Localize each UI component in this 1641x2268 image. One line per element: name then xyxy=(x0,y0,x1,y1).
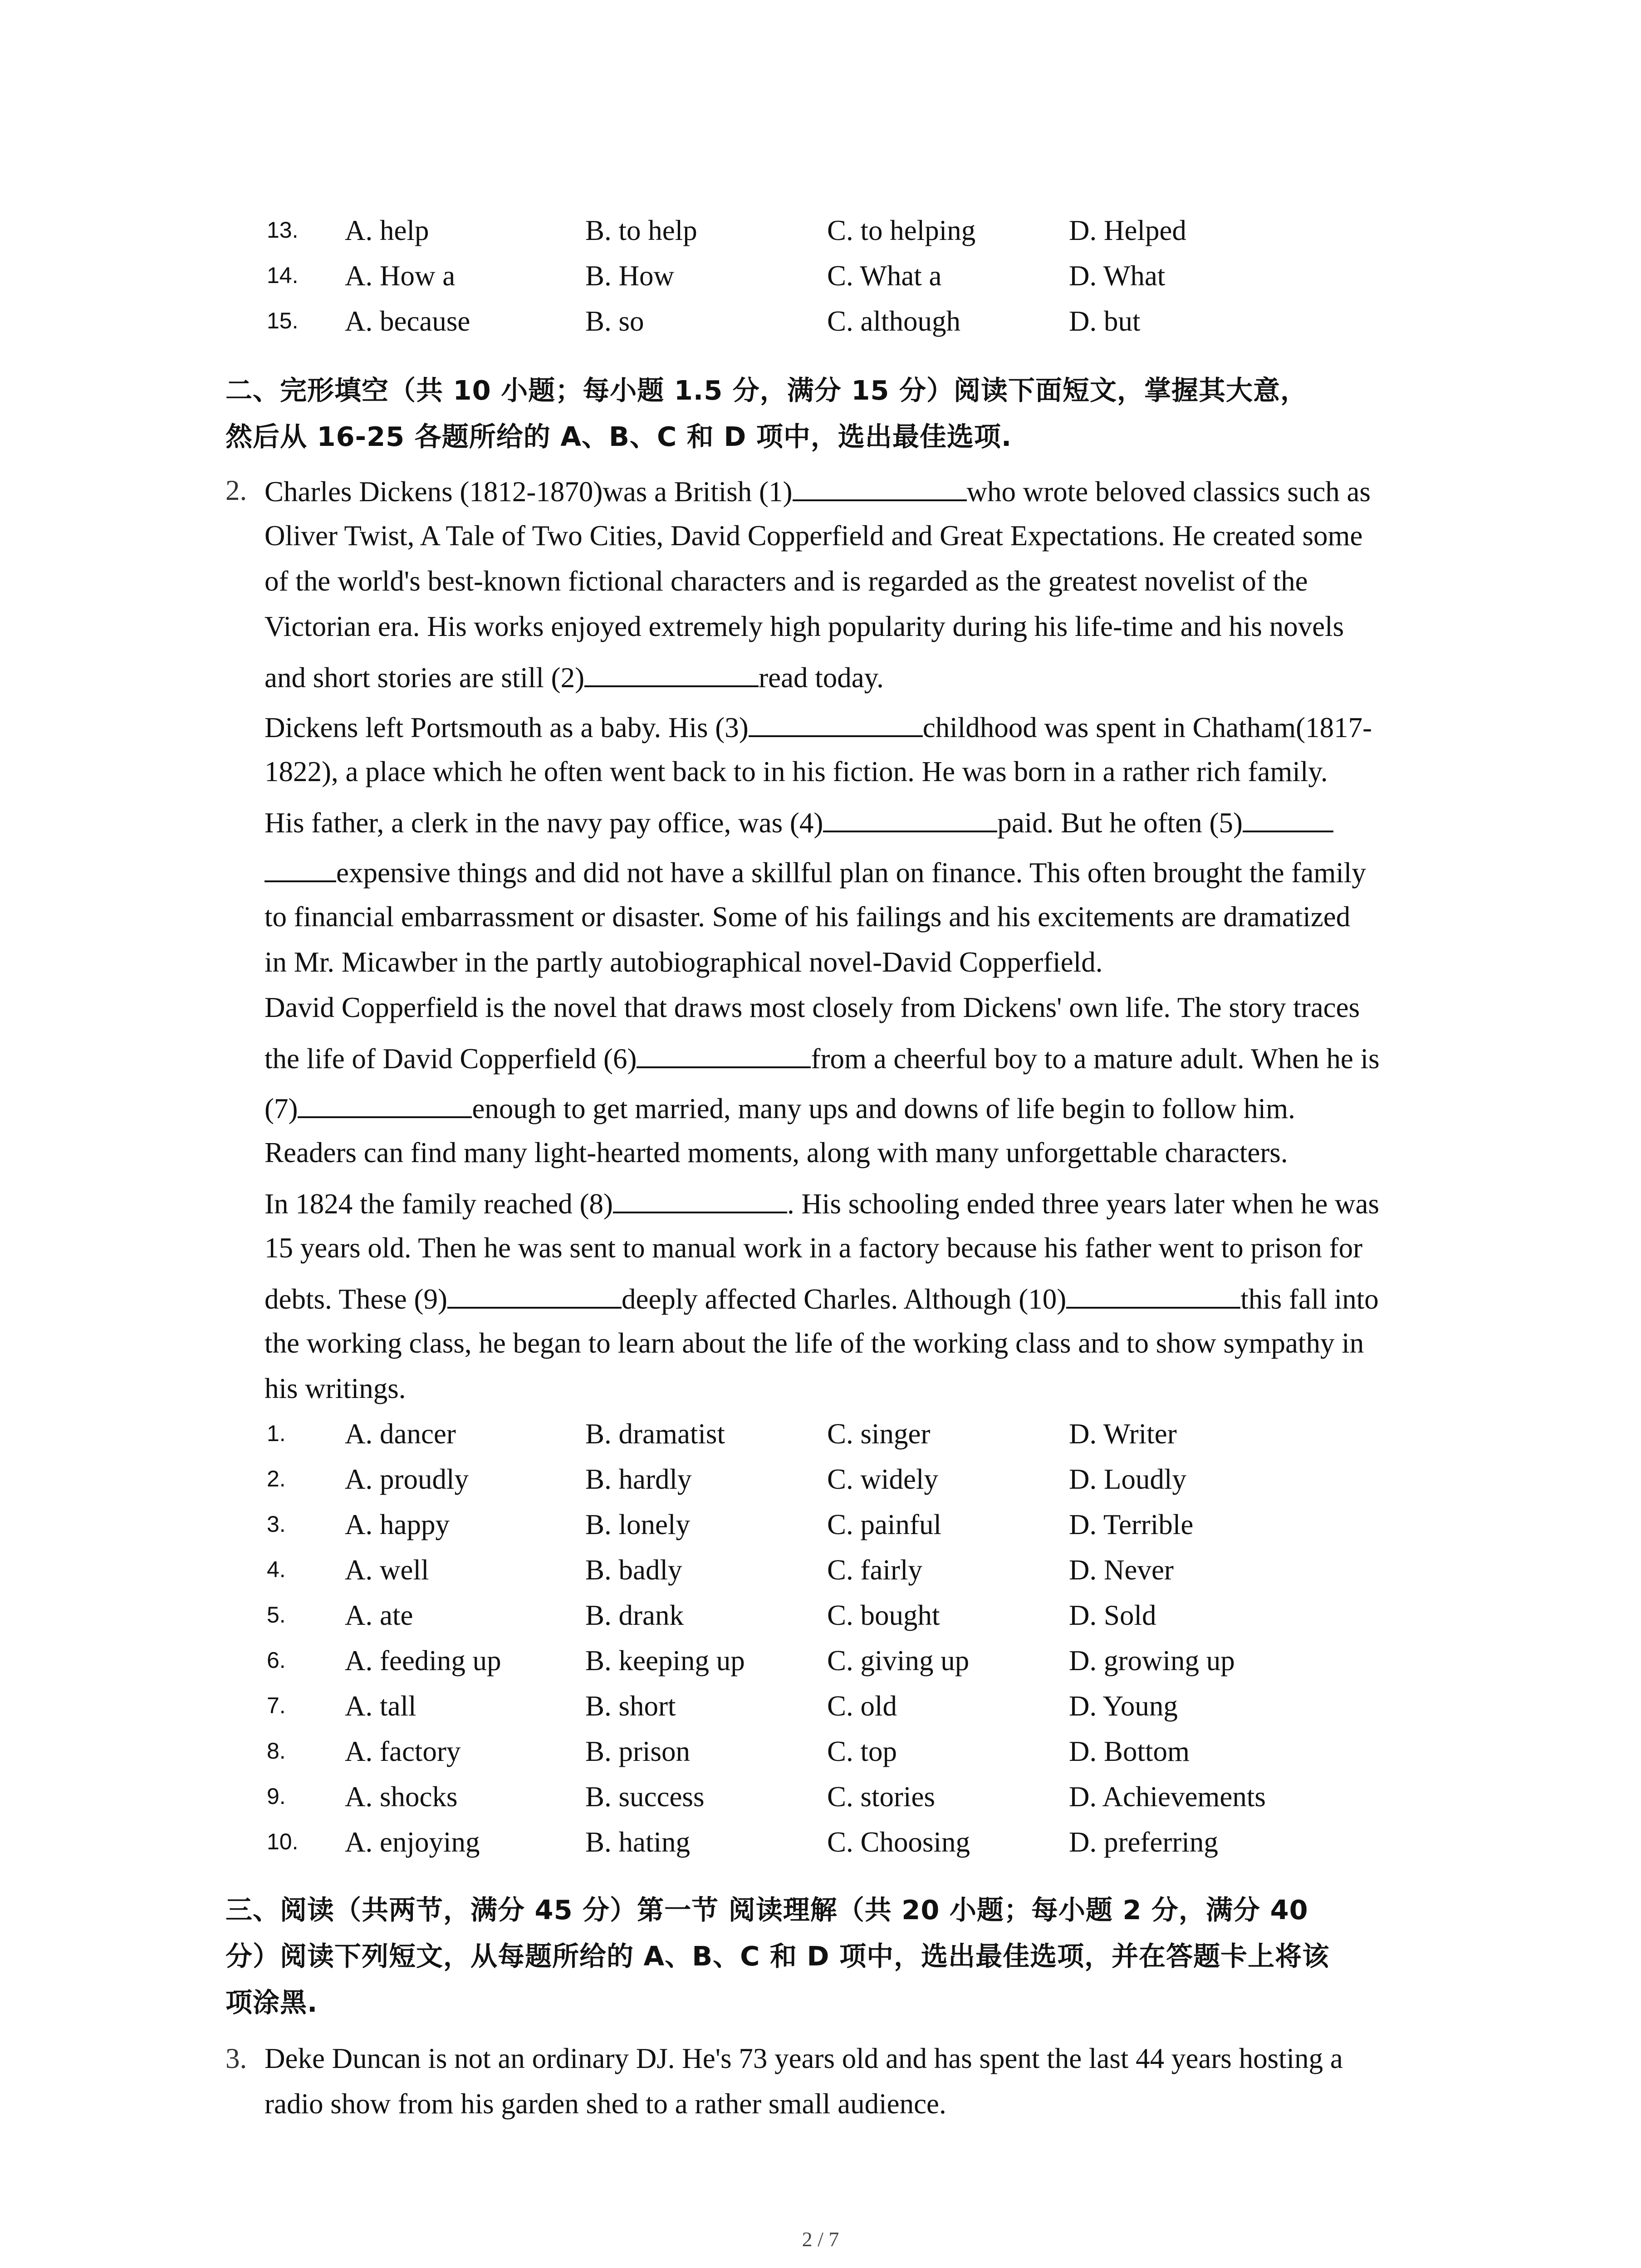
text-run: expensive things and did not have a skillful plan on finance. This often brought the family xyxy=(336,857,1366,889)
text-run: the life of David Copperfield (6) xyxy=(265,1043,637,1075)
section-heading xyxy=(225,1887,1478,2026)
option-d: D. Helped xyxy=(1069,215,1186,246)
option-row xyxy=(0,1463,1641,1508)
passage-number: 3. xyxy=(225,2043,247,2074)
option-b: B. drank xyxy=(585,1599,684,1631)
passage-line xyxy=(265,519,1362,552)
text-run: paid. But he often (5) xyxy=(997,807,1243,839)
answer-blank xyxy=(447,1281,622,1309)
passage-line xyxy=(265,755,1328,788)
passage-line xyxy=(265,1372,406,1405)
option-a: A. because xyxy=(345,305,470,337)
text-run: Oliver Twist, A Tale of Two Cities, David Copperfield and Great Expectations. He created some xyxy=(265,520,1363,552)
section-heading-line: 然后从 16-25 各题所给的 A、B、C 和 D 项中，选出最佳选项. xyxy=(225,421,1012,452)
option-c: C. old xyxy=(827,1690,897,1722)
passage-line: Deke Duncan is not an ordinary DJ. He's 73 years old and has spent the last 44 years hosting a xyxy=(265,2043,1343,2074)
option-c: C. Choosing xyxy=(827,1826,970,1858)
option-d: D. Achievements xyxy=(1069,1781,1266,1813)
option-a: A. How a xyxy=(345,260,456,292)
passage-line xyxy=(265,1327,1364,1360)
passage-line xyxy=(265,710,1372,744)
text-run: In 1824 the family reached (8) xyxy=(265,1188,613,1220)
question-number: 9. xyxy=(267,1784,286,1809)
option-b: B. dramatist xyxy=(585,1418,725,1450)
option-d: D. Bottom xyxy=(1069,1735,1190,1767)
option-row xyxy=(0,305,1641,350)
text-run: his writings. xyxy=(265,1373,406,1404)
option-row xyxy=(0,1780,1641,1826)
answer-blank xyxy=(637,1041,811,1068)
text-run: of the world's best-known fictional characters and is regarded as the greatest novelist of the xyxy=(265,565,1308,597)
text-run: Charles Dickens (1812-1870)was a British (1) xyxy=(265,476,793,508)
option-c: C. widely xyxy=(827,1463,938,1495)
option-c: C. fairly xyxy=(827,1554,922,1586)
option-c: C. What a xyxy=(827,260,942,292)
passage-line xyxy=(265,660,884,694)
text-run: who wrote beloved classics such as xyxy=(966,476,1371,508)
section-heading-line: 项涂黑. xyxy=(225,1987,318,2018)
text-run: Dickens left Portsmouth as a baby. His (3) xyxy=(265,712,749,743)
option-a: A. shocks xyxy=(345,1781,458,1813)
answer-blank xyxy=(823,805,997,832)
option-d: D. but xyxy=(1069,305,1141,337)
option-row xyxy=(0,1508,1641,1554)
text-run: debts. These (9) xyxy=(265,1283,447,1315)
option-a: A. factory xyxy=(345,1735,461,1767)
option-row xyxy=(0,259,1641,305)
passage-line xyxy=(265,900,1350,934)
text-run: 1822), a place which he often went back to in his fiction. He was born in a rather rich family. xyxy=(265,756,1328,787)
option-d: D. Terrible xyxy=(1069,1509,1194,1540)
option-d: D. Never xyxy=(1069,1554,1174,1586)
option-c: C. stories xyxy=(827,1781,936,1813)
option-c: C. singer xyxy=(827,1418,931,1450)
question-number: 5. xyxy=(267,1602,286,1628)
option-a: A. proudly xyxy=(345,1463,469,1495)
passage-line xyxy=(265,1232,1362,1265)
text-run: read today. xyxy=(759,662,884,694)
option-d: D. Sold xyxy=(1069,1599,1156,1631)
section-heading xyxy=(225,367,1478,460)
text-run: to financial embarrassment or disaster. Some of his failings and his excitements are dramatized xyxy=(265,901,1351,933)
passage-line xyxy=(265,610,1344,643)
option-c: C. painful xyxy=(827,1509,941,1540)
answer-blank xyxy=(613,1186,787,1213)
answer-blank xyxy=(265,855,336,882)
passage-line xyxy=(265,946,1103,979)
option-b: B. so xyxy=(585,305,644,337)
answer-blank xyxy=(749,710,923,737)
option-b: B. hardly xyxy=(585,1463,692,1495)
passage-line xyxy=(265,1041,1380,1075)
option-row xyxy=(0,1826,1641,1871)
option-c: C. to helping xyxy=(827,215,976,246)
passage-line xyxy=(265,1136,1288,1169)
option-row xyxy=(0,1554,1641,1599)
option-a: A. happy xyxy=(345,1509,450,1540)
option-row xyxy=(0,1418,1641,1463)
answer-blank xyxy=(584,660,759,687)
question-number: 2. xyxy=(267,1466,286,1491)
option-b: B. badly xyxy=(585,1554,682,1586)
text-run: His father, a clerk in the navy pay office, was (4) xyxy=(265,807,823,839)
answer-blank xyxy=(793,474,967,501)
passage-line xyxy=(265,1091,1295,1125)
question-number: 4. xyxy=(267,1557,286,1582)
option-a: A. tall xyxy=(345,1690,416,1722)
option-c: C. bought xyxy=(827,1599,940,1631)
option-a: A. dancer xyxy=(345,1418,456,1450)
option-a: A. enjoying xyxy=(345,1826,480,1858)
text-run: Victorian era. His works enjoyed extremely high popularity during his life-time and his novels xyxy=(265,611,1344,642)
text-run: in Mr. Micawber in the partly autobiographical novel-David Copperfield. xyxy=(265,946,1103,978)
section-heading-line: 三、阅读（共两节，满分 45 分）第一节 阅读理解（共 20 小题；每小题 2 分，满分 40 xyxy=(225,1894,1308,1926)
option-d: D. Young xyxy=(1069,1690,1178,1722)
option-b: B. hating xyxy=(585,1826,690,1858)
page-number: 2 / 7 xyxy=(802,2228,839,2251)
text-run: from a cheerful boy to a mature adult. When he is xyxy=(811,1043,1380,1075)
option-row xyxy=(0,1599,1641,1644)
passage-line xyxy=(265,855,1366,890)
option-b: B. short xyxy=(585,1690,676,1722)
text-run: (7) xyxy=(265,1093,298,1124)
option-d: D. What xyxy=(1069,260,1166,292)
answer-blank xyxy=(1243,805,1333,832)
text-run: this fall into xyxy=(1240,1283,1379,1315)
text-run: David Copperfield is the novel that draws most closely from Dickens' own life. The story traces xyxy=(265,992,1360,1023)
text-run: deeply affected Charles. Although (10) xyxy=(621,1283,1067,1315)
question-number: 3. xyxy=(267,1511,286,1537)
option-a: A. well xyxy=(345,1554,429,1586)
text-run: Readers can find many light-hearted moments, along with many unforgettable characters. xyxy=(265,1137,1288,1168)
question-number: 8. xyxy=(267,1738,286,1764)
option-d: D. Loudly xyxy=(1069,1463,1186,1495)
question-number: 14. xyxy=(267,263,299,288)
option-d: D. growing up xyxy=(1069,1645,1235,1677)
question-number: 13. xyxy=(267,217,299,243)
option-c: C. although xyxy=(827,305,960,337)
question-number: 10. xyxy=(267,1829,299,1854)
text-run: and short stories are still (2) xyxy=(265,662,585,694)
option-a: A. ate xyxy=(345,1599,413,1631)
text-run: childhood was spent in Chatham(1817- xyxy=(922,712,1372,743)
passage-number: 2. xyxy=(225,474,247,506)
option-d: D. Writer xyxy=(1069,1418,1177,1450)
passage-line: radio show from his garden shed to a rather small audience. xyxy=(265,2088,946,2120)
passage-line xyxy=(265,565,1308,598)
option-b: B. to help xyxy=(585,215,697,246)
option-a: A. feeding up xyxy=(345,1645,501,1677)
passage-line xyxy=(265,1281,1379,1316)
option-b: B. keeping up xyxy=(585,1645,745,1677)
section-heading-line: 二、完形填空（共 10 小题；每小题 1.5 分，满分 15 分）阅读下面短文，掌握其大意， xyxy=(225,375,1308,406)
option-a: A. help xyxy=(345,215,429,246)
option-b: B. How xyxy=(585,260,675,292)
section-heading-line: 分）阅读下列短文，从每题所给的 A、B、C 和 D 项中，选出最佳选项，并在答题卡上将该 xyxy=(225,1941,1330,1972)
option-c: C. giving up xyxy=(827,1645,970,1677)
option-row xyxy=(0,1735,1641,1780)
question-number: 7. xyxy=(267,1693,286,1718)
option-row xyxy=(0,1644,1641,1690)
question-number: 1. xyxy=(267,1421,286,1446)
option-b: B. prison xyxy=(585,1735,691,1767)
text-run: . His schooling ended three years later when he was xyxy=(787,1188,1380,1220)
passage-line xyxy=(265,805,1333,840)
option-c: C. top xyxy=(827,1735,897,1767)
question-number: 15. xyxy=(267,308,299,333)
text-run: the working class, he began to learn about the life of the working class and to show sympathy in xyxy=(265,1327,1364,1359)
passage-line xyxy=(265,474,1371,508)
option-row xyxy=(0,214,1641,259)
option-b: B. lonely xyxy=(585,1509,690,1540)
text-run: enough to get married, many ups and downs of life begin to follow him. xyxy=(472,1093,1295,1124)
passage-line xyxy=(265,991,1360,1024)
option-row xyxy=(0,1690,1641,1735)
option-d: D. preferring xyxy=(1069,1826,1218,1858)
answer-blank xyxy=(1066,1281,1240,1309)
passage-line xyxy=(265,1186,1379,1221)
question-number: 6. xyxy=(267,1647,286,1673)
text-run: 15 years old. Then he was sent to manual work in a factory because his father went to prison for xyxy=(265,1232,1363,1264)
option-b: B. success xyxy=(585,1781,705,1813)
answer-blank xyxy=(298,1091,472,1118)
